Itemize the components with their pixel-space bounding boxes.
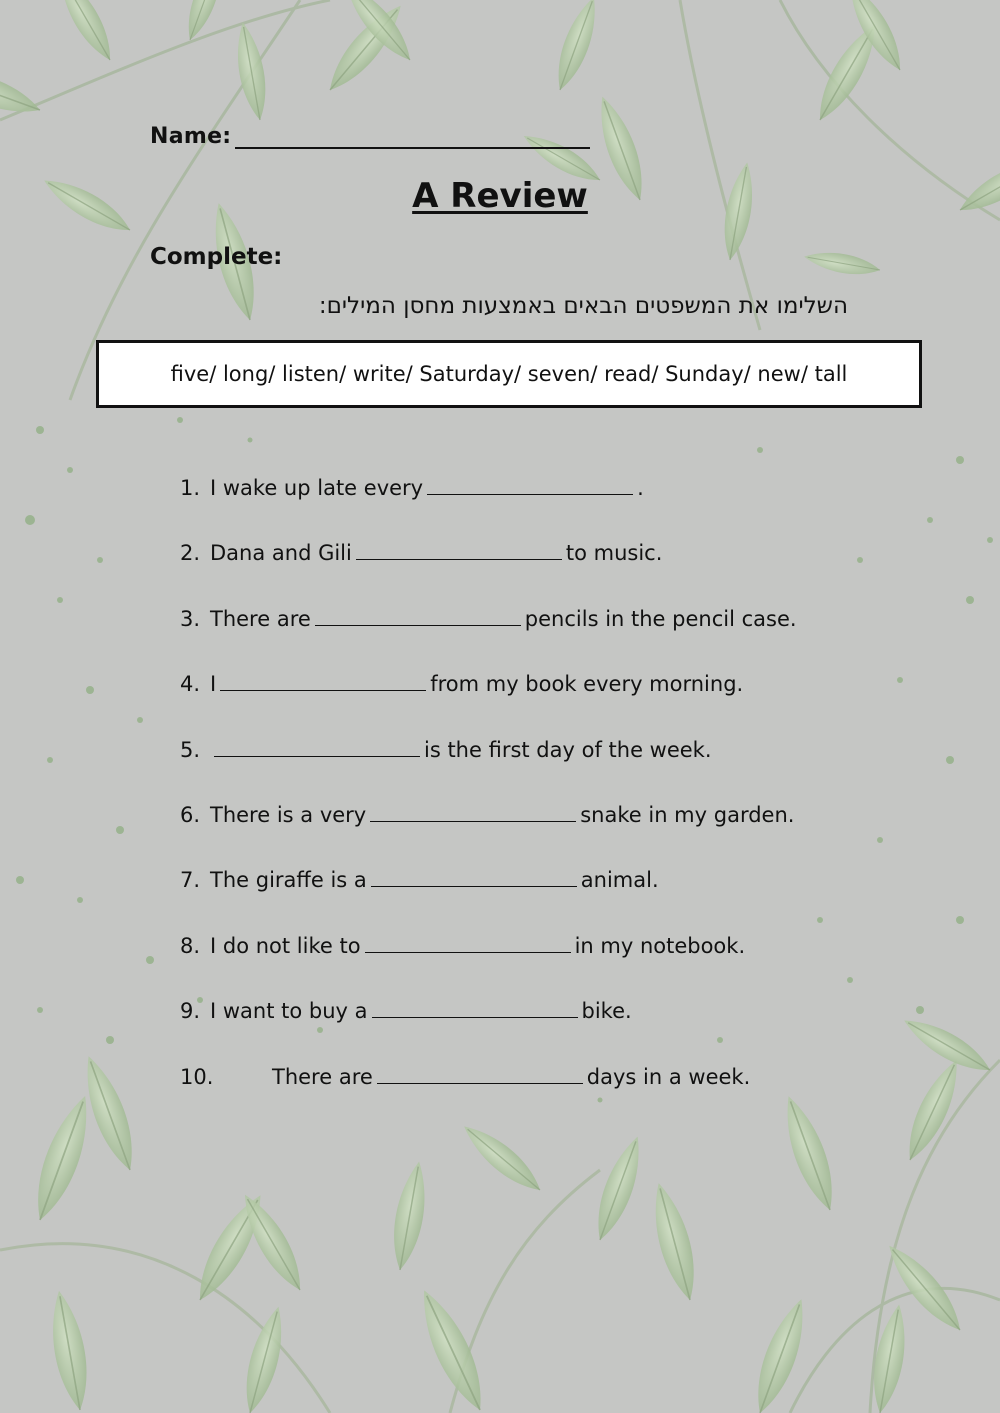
sentence-text-after: in my notebook.	[574, 934, 746, 958]
name-answer-line[interactable]	[235, 147, 590, 149]
sentence-5	[180, 738, 712, 762]
sentence-8	[180, 934, 745, 958]
sentence-text-before: There are	[272, 1065, 373, 1089]
sentence-number: 4.	[180, 672, 201, 696]
sentence-number: 2.	[180, 541, 201, 565]
sentence-text-before: There is a very	[210, 803, 367, 827]
sentence-text-after: animal.	[580, 868, 659, 892]
sentence-text-before: I wake up late every	[210, 476, 424, 500]
sentence-number: 8.	[180, 934, 201, 958]
answer-blank[interactable]	[377, 1069, 583, 1084]
sentence-text-after: .	[637, 476, 644, 500]
sentence-text-before: I do not like to	[210, 934, 361, 958]
sentence-4	[180, 672, 743, 696]
sentence-text-before: There are	[210, 607, 311, 631]
sentence-number: 3.	[180, 607, 201, 631]
sentence-text-after: days in a week.	[586, 1065, 751, 1089]
word-bank-text: five/ long/ listen/ write/ Saturday/ seven/ read/ Sunday/ new/ tall	[170, 362, 848, 386]
sentence-text-before: I	[210, 672, 217, 696]
sentence-number: 10.	[180, 1065, 214, 1089]
sentence-text-before: I want to buy a	[210, 999, 368, 1023]
sentence-2	[180, 541, 662, 565]
sentence-text-after: snake in my garden.	[580, 803, 795, 827]
sentence-text-after: bike.	[581, 999, 632, 1023]
sentence-3	[180, 607, 797, 631]
word-bank-box	[96, 340, 922, 408]
sentence-number: 1.	[180, 476, 201, 500]
sentence-number: 5.	[180, 738, 201, 762]
sentence-number: 7.	[180, 868, 201, 892]
sentence-10	[180, 1065, 750, 1089]
name-label: Name:	[150, 124, 232, 149]
sentence-text-after: is the first day of the week.	[424, 738, 712, 762]
sentence-number: 6.	[180, 803, 201, 827]
sentence-9	[180, 999, 632, 1023]
sentence-6	[180, 803, 794, 827]
answer-blank[interactable]	[365, 938, 571, 953]
sentence-text-before: Dana and Gili	[210, 541, 352, 565]
complete-label: Complete:	[150, 244, 283, 270]
sentence-text-after: to music.	[565, 541, 663, 565]
answer-blank[interactable]	[315, 611, 521, 626]
instruction-text: השלימו את המשפטים הבאים באמצעות מחסן המילים:	[318, 293, 848, 319]
answer-blank[interactable]	[220, 676, 426, 691]
answer-blank[interactable]	[371, 872, 577, 887]
sentence-text-after: from my book every morning.	[430, 672, 744, 696]
sentence-text-after: pencils in the pencil case.	[524, 607, 797, 631]
sentence-text-before: The giraffe is a	[210, 868, 367, 892]
answer-blank[interactable]	[370, 807, 576, 822]
sentence-7	[180, 868, 659, 892]
answer-blank[interactable]	[427, 480, 633, 495]
answer-blank[interactable]	[372, 1003, 578, 1018]
sentence-1	[180, 476, 644, 500]
page-title: A Review	[412, 176, 588, 216]
answer-blank[interactable]	[214, 742, 420, 757]
answer-blank[interactable]	[356, 545, 562, 560]
sentence-number: 9.	[180, 999, 201, 1023]
